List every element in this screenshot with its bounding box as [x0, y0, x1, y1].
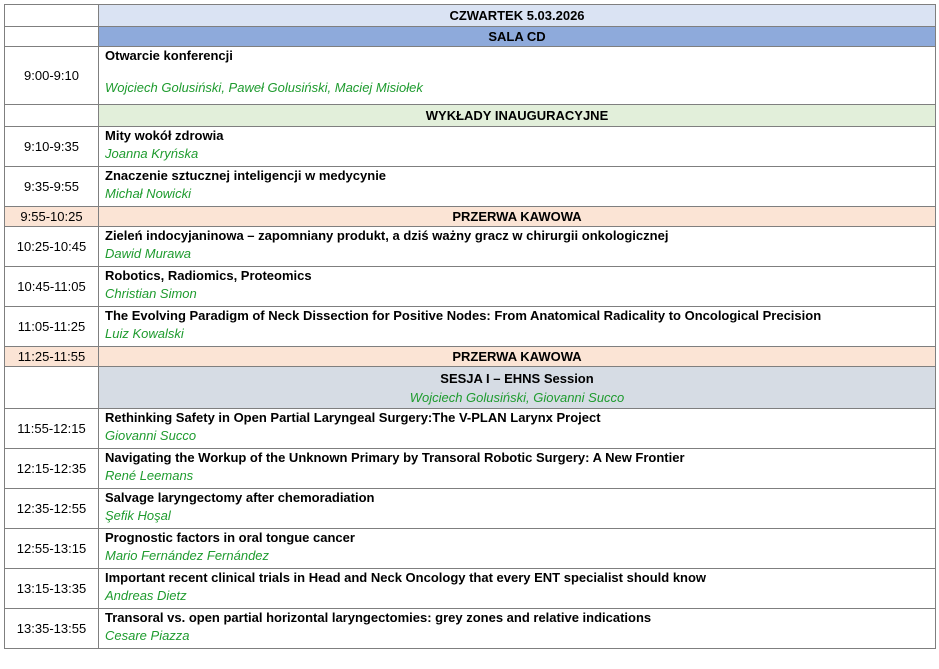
- time-cell: 10:45-11:05: [5, 267, 99, 307]
- session-chairs: Wojciech Golusiński, Giovanni Succo: [409, 389, 625, 405]
- talk-speaker: Andreas Dietz: [105, 588, 187, 603]
- talk-title: Prognostic factors in oral tongue cancer: [105, 530, 355, 545]
- talk-speaker: Cesare Piazza: [105, 628, 190, 643]
- talk-speaker: René Leemans: [105, 468, 194, 483]
- break-time: 9:55-10:25: [5, 207, 99, 227]
- table-row: [5, 227, 936, 267]
- table-row: [5, 609, 936, 649]
- time-cell: 9:35-9:55: [5, 167, 99, 207]
- talk-title: Mity wokół zdrowia: [105, 128, 224, 143]
- talk-title: Salvage laryngectomy after chemoradiation: [105, 490, 375, 505]
- table-row: [5, 167, 936, 207]
- talk-cell: [99, 307, 936, 347]
- talk-title: Zieleń indocyjaninowa – zapomniany produkt, a dziś ważny gracz w chirurgii onkologicznej: [105, 228, 669, 243]
- time-cell: 9:10-9:35: [5, 127, 99, 167]
- table-row: [5, 127, 936, 167]
- talk-cell: [99, 569, 936, 609]
- talk-cell: [99, 449, 936, 489]
- table-row: [5, 489, 936, 529]
- talk-cell: [99, 409, 936, 449]
- talk-cell: [99, 489, 936, 529]
- time-cell: 13:35-13:55: [5, 609, 99, 649]
- table-row: [5, 307, 936, 347]
- talk-title: Rethinking Safety in Open Partial Laryngeal Surgery:The V-PLAN Larynx Project: [105, 410, 601, 425]
- talk-title: Robotics, Radiomics, Proteomics: [105, 268, 312, 283]
- table-row: [5, 267, 936, 307]
- section-row: [5, 105, 936, 127]
- talk-title: Transoral vs. open partial horizontal laryngectomies: grey zones and relative indications: [105, 610, 652, 625]
- talk-title: Otwarcie konferencji: [105, 48, 233, 63]
- table-row: [5, 47, 936, 105]
- break-time: 11:25-11:55: [5, 347, 99, 367]
- talk-speaker: Dawid Murawa: [105, 246, 191, 261]
- table-row: [5, 409, 936, 449]
- time-cell: 12:55-13:15: [5, 529, 99, 569]
- talk-speaker: Christian Simon: [105, 286, 197, 301]
- talk-cell: [99, 529, 936, 569]
- empty-cell: [5, 105, 99, 127]
- day-title: CZWARTEK 5.03.2026: [99, 5, 936, 27]
- table-row: [5, 529, 936, 569]
- time-cell: 12:15-12:35: [5, 449, 99, 489]
- talk-title: Important recent clinical trials in Head and Neck Oncology that every ENT specialist should know: [105, 570, 707, 585]
- session-title: SESJA I – EHNS Session: [440, 370, 594, 386]
- talk-speaker: Wojciech Golusiński, Paweł Golusiński, Maciej Misiołek: [105, 80, 423, 95]
- session-header: [99, 367, 936, 409]
- talk-speaker: Luiz Kowalski: [105, 326, 184, 341]
- table-row: [5, 449, 936, 489]
- talk-speaker: Giovanni Succo: [105, 428, 197, 443]
- talk-cell: [99, 167, 936, 207]
- empty-cell: [5, 5, 99, 27]
- room-row: [5, 27, 936, 47]
- time-cell: 11:05-11:25: [5, 307, 99, 347]
- time-cell: 10:25-10:45: [5, 227, 99, 267]
- talk-title: Navigating the Workup of the Unknown Primary by Transoral Robotic Surgery: A New Frontier: [105, 450, 685, 465]
- talk-cell: [99, 47, 936, 105]
- talk-cell: [99, 267, 936, 307]
- break-label: PRZERWA KAWOWA: [99, 207, 936, 227]
- talk-speaker: Michał Nowicki: [105, 186, 191, 201]
- agenda-table: [4, 4, 936, 649]
- time-cell: 13:15-13:35: [5, 569, 99, 609]
- empty-cell: [5, 27, 99, 47]
- break-row: [5, 207, 936, 227]
- empty-cell: [5, 367, 99, 409]
- talk-cell: [99, 609, 936, 649]
- talk-cell: [99, 127, 936, 167]
- talk-speaker: Mario Fernández Fernández: [105, 548, 270, 563]
- time-cell: 9:00-9:10: [5, 47, 99, 105]
- talk-speaker: Şefik Hoşal: [105, 508, 171, 523]
- talk-speaker: Joanna Kryńska: [105, 146, 199, 161]
- room-title: SALA CD: [99, 27, 936, 47]
- break-row: [5, 347, 936, 367]
- talk-title: The Evolving Paradigm of Neck Dissection for Positive Nodes: From Anatomical Radicality to Oncological Precision: [105, 308, 822, 323]
- table-row: [5, 569, 936, 609]
- time-cell: 11:55-12:15: [5, 409, 99, 449]
- session-row: [5, 367, 936, 409]
- time-cell: 12:35-12:55: [5, 489, 99, 529]
- break-label: PRZERWA KAWOWA: [99, 347, 936, 367]
- talk-title: Znaczenie sztucznej inteligencji w medycynie: [105, 168, 387, 183]
- inaugural-header: WYKŁADY INAUGURACYJNE: [99, 105, 936, 127]
- day-row: [5, 5, 936, 27]
- talk-cell: [99, 227, 936, 267]
